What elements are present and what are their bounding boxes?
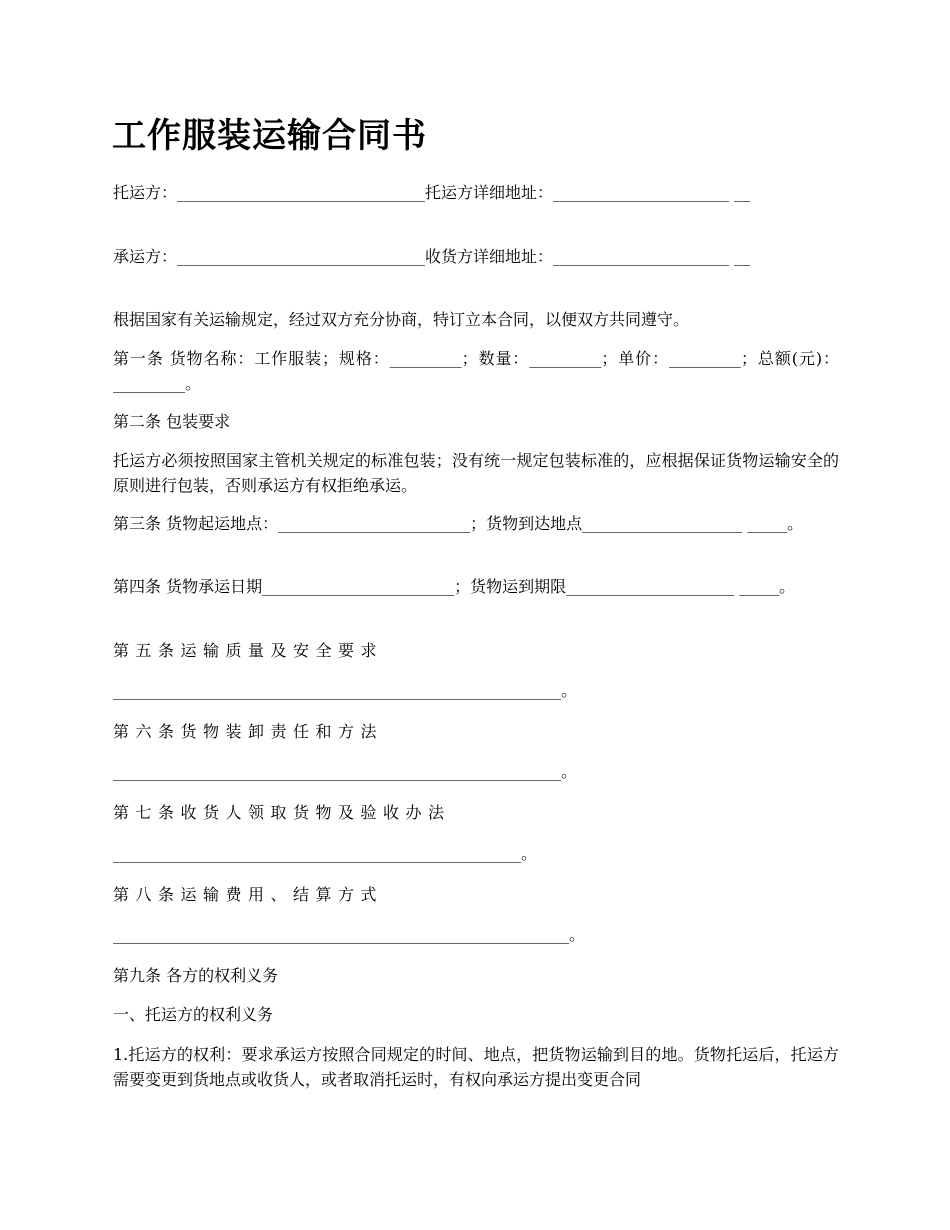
article-7-blank: ___________________________________________________。 [113, 844, 538, 863]
article-8-blank: _________________________________________________________。 [113, 925, 586, 944]
article-2-heading: 第二条 包装要求 [113, 412, 231, 431]
shipper-line: 托运方：_______________________________托运方详细地址：______________________ __ [113, 183, 751, 202]
preamble: 根据国家有关运输规定，经过双方充分协商，特订立本合同，以便双方共同遵守。 [113, 310, 690, 329]
article-3: 第三条 货物起运地点：________________________；货物到达地点____________________ _____。 [113, 514, 804, 533]
article-1: 第一条 货物名称：工作服装；规格：_________；数量：_________；单价：_________；总额(元)：_________。 [113, 349, 839, 393]
article-9-heading: 第九条 各方的权利义务 [113, 966, 279, 985]
article-2-body: 托运方必须按照国家主管机关规定的标准包装；没有统一规定包装标准的，应根据保证货物运输安全的原则进行包装，否则承运方有权拒绝承运。 [113, 451, 839, 495]
article-6-heading: 第六条货物装卸责任和方法 [113, 722, 384, 741]
article-5-heading: 第五条运输质量及安全要求 [113, 641, 384, 660]
page-title: 工作服装运输合同书 [112, 116, 427, 156]
article-8-heading: 第八条运输费用、结算方式 [113, 885, 384, 904]
shipper-rights-heading: 一、托运方的权利义务 [113, 1005, 274, 1024]
article-5-blank: ________________________________________________________。 [113, 681, 578, 700]
shipper-rights-body: 1.托运方的权利：要求承运方按照合同规定的时间、地点，把货物运输到目的地。货物托运后，托运方需要变更到货地点或收货人，或者取消托运时，有权向承运方提出变更合同 [113, 1045, 839, 1089]
carrier-line: 承运方：_______________________________收货方详细地址：______________________ __ [113, 247, 751, 266]
article-7-heading: 第七条收货人领取货物及验收办法 [113, 803, 451, 822]
article-4: 第四条 货物承运日期________________________；货物运到期限_____________________ _____。 [113, 577, 796, 596]
article-6-blank: ________________________________________________________。 [113, 762, 578, 781]
